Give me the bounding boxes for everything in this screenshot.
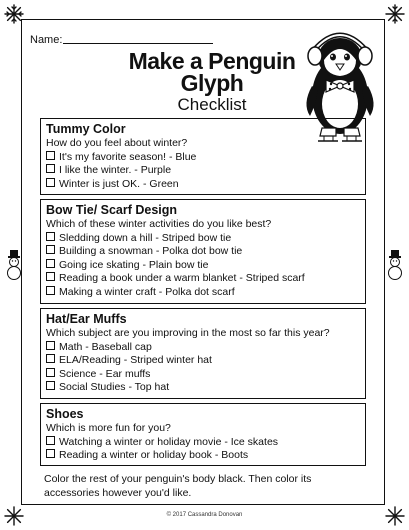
checklist-item[interactable]: Making a winter craft - Polka dot scarf: [46, 286, 360, 300]
checklist-item[interactable]: ELA/Reading - Striped winter hat: [46, 354, 360, 368]
checkbox-icon[interactable]: [46, 381, 55, 390]
checklist-item[interactable]: Reading a winter or holiday book - Boots: [46, 449, 360, 463]
snowflake-icon: [3, 3, 25, 25]
section-hat-ear-muffs: [40, 308, 366, 399]
section-question: Which is more fun for you?: [46, 422, 171, 434]
page-title: [112, 50, 312, 94]
checkbox-icon[interactable]: [46, 436, 55, 445]
checkbox-icon[interactable]: [46, 354, 55, 363]
checklist-item[interactable]: Going ice skating - Plain bow tie: [46, 259, 360, 273]
section-heading: Tummy Color: [46, 122, 126, 136]
checkbox-icon[interactable]: [46, 259, 55, 268]
checkbox-icon[interactable]: [46, 151, 55, 160]
checkbox-icon[interactable]: [46, 341, 55, 350]
title-line-2: Glyph: [180, 70, 244, 96]
section-question: Which subject are you improving in the most so far this year?: [46, 327, 330, 339]
copyright-footer: © 2017 Cassandra Donovan: [166, 512, 243, 518]
section-question: How do you feel about winter?: [46, 137, 188, 149]
checkbox-icon[interactable]: [46, 178, 55, 187]
checklist-item[interactable]: Math - Baseball cap: [46, 341, 360, 355]
name-blank-line[interactable]: [63, 43, 213, 44]
checkbox-icon[interactable]: [46, 368, 55, 377]
checkbox-icon[interactable]: [46, 286, 55, 295]
checklist-item[interactable]: Winter is just OK. - Green: [46, 178, 360, 192]
section-heading: Hat/Ear Muffs: [46, 312, 127, 326]
snowman-icon: [387, 250, 403, 280]
checkbox-icon[interactable]: [46, 245, 55, 254]
section-question: Which of these winter activities do you like best?: [46, 218, 272, 230]
closing-instructions: Color the rest of your penguin's body black. Then color its accessories however you'd like.: [44, 473, 312, 499]
name-label: Name:: [30, 34, 63, 46]
name-field[interactable]: [30, 34, 213, 46]
checklist-item[interactable]: It's my favorite season! - Blue: [46, 151, 360, 165]
checklist-item[interactable]: Reading a book under a warm blanket - Striped scarf: [46, 272, 360, 286]
checklist-item[interactable]: Science - Ear muffs: [46, 368, 360, 382]
page-subtitle: Checklist: [177, 95, 247, 114]
snowflake-icon: [384, 3, 406, 25]
section-shoes: [40, 403, 366, 466]
checklist-item[interactable]: Watching a winter or holiday movie - Ice skates: [46, 436, 360, 450]
title-line-1: Make a Penguin: [128, 48, 296, 74]
checkbox-icon[interactable]: [46, 232, 55, 241]
section-bow-tie-scarf: [40, 199, 366, 304]
section-heading: Bow Tie/ Scarf Design: [46, 203, 178, 217]
checkbox-icon[interactable]: [46, 449, 55, 458]
section-tummy-color: [40, 118, 366, 195]
snowman-icon: [6, 250, 22, 280]
checklist-item[interactable]: Sledding down a hill - Striped bow tie: [46, 232, 360, 246]
checklist-item[interactable]: Social Studies - Top hat: [46, 381, 360, 395]
section-heading: Shoes: [46, 407, 84, 421]
checkbox-icon[interactable]: [46, 164, 55, 173]
checklist-item[interactable]: Building a snowman - Polka dot bow tie: [46, 245, 360, 259]
checklist-item[interactable]: I like the winter. - Purple: [46, 164, 360, 178]
checkbox-icon[interactable]: [46, 272, 55, 281]
